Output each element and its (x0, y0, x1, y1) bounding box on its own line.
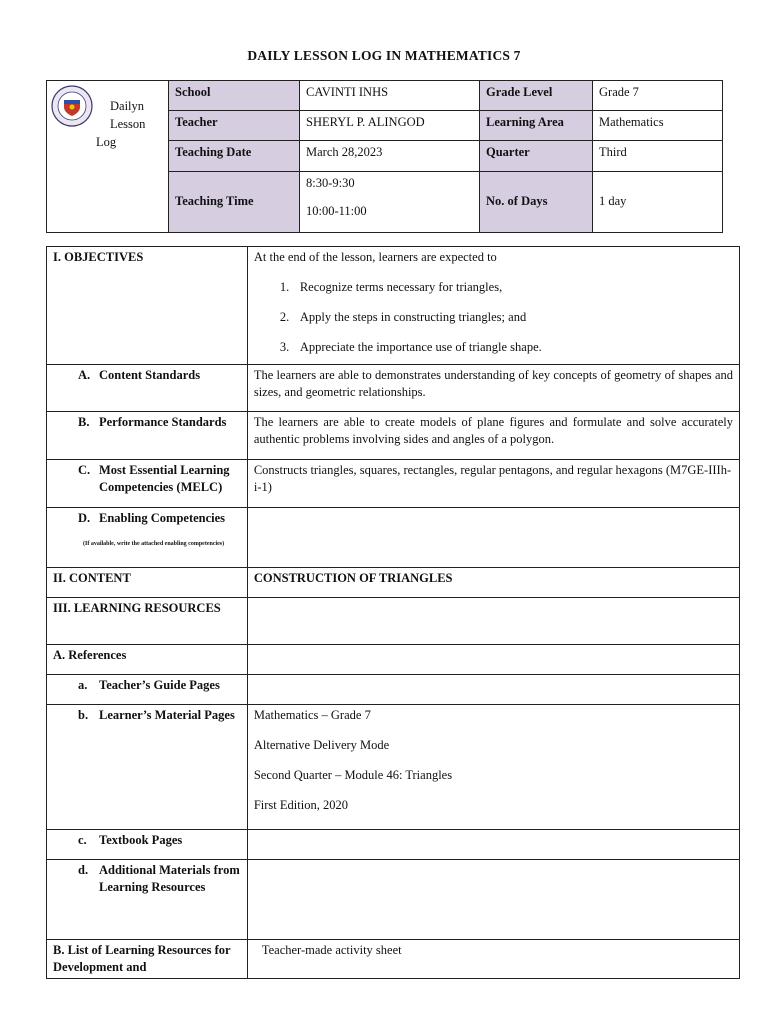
row-key: c. (78, 833, 87, 847)
references-label: A. References (47, 645, 248, 675)
objectives-cell (247, 247, 739, 365)
content-text: CONSTRUCTION OF TRIANGLES (247, 568, 739, 598)
enabling-note: (If available, write the attached enabling competencies) (83, 541, 225, 547)
page-title: DAILY LESSON LOG IN MATHEMATICS 7 (247, 48, 521, 63)
dll-word-2: Lesson (110, 117, 146, 131)
time-value-2: 10:00-11:00 (306, 203, 367, 218)
grade-label: Grade Level (480, 81, 593, 111)
additional-label: Additional Materials from Learning Resources (99, 863, 240, 894)
lm-line: Mathematics – Grade 7 (253, 708, 371, 722)
resources-row (47, 598, 740, 645)
enabling-label: Enabling Competencies (99, 511, 226, 525)
lesson-table (46, 246, 740, 979)
list-resources-text: Teacher-made activity sheet (247, 940, 739, 979)
deped-seal-icon (51, 85, 93, 127)
content-standards-label: Content Standards (99, 368, 201, 382)
objectives-label: I. OBJECTIVES (47, 247, 248, 365)
objective-item: 2. Apply the steps in constructing triangles; and (279, 310, 527, 324)
time-value-1: 8:30-9:30 (306, 175, 355, 190)
date-label: Teaching Date (169, 141, 300, 171)
lm-pages-label: Learner’s Material Pages (99, 708, 235, 722)
list-resources-row (47, 940, 740, 979)
dll-word-3: Log (96, 135, 117, 149)
dll-word-1: Dailyn (110, 99, 145, 113)
lm-pages-row (47, 705, 740, 830)
list-resources-label: B. List of Learning Resources for Development and (47, 940, 248, 979)
lm-line: Alternative Delivery Mode (253, 738, 390, 752)
enabling-text (247, 508, 739, 568)
days-value: 1 day (593, 171, 723, 232)
content-standards-text: The learners are able to demonstrates understanding of key concepts of geometry of shapes and sizes, and geometric relationships. (247, 365, 739, 412)
lm-pages-cell (247, 705, 739, 830)
melc-text: Constructs triangles, squares, rectangles, regular pentagons, and regular hexagons (M7GE-IIIh-i-1) (247, 460, 739, 508)
objective-item: 3. Appreciate the importance use of triangle shape. (279, 340, 542, 354)
enabling-row (47, 508, 740, 568)
textbook-label: Textbook Pages (99, 833, 183, 847)
tg-pages-text (247, 675, 739, 705)
row-key: B. (78, 415, 90, 429)
school-value: CAVINTI INHS (300, 81, 480, 111)
lm-line: First Edition, 2020 (253, 798, 348, 812)
melc-label: Most Essential Learning Competencies (MELC) (99, 463, 230, 494)
row-key: D. (78, 511, 91, 525)
time-value-cell (300, 171, 480, 232)
objectives-row (47, 247, 740, 365)
logo-cell (47, 81, 169, 233)
objective-item: 1. Recognize terms necessary for triangles, (279, 280, 503, 294)
quarter-label: Quarter (480, 141, 593, 171)
textbook-text (247, 830, 739, 860)
resources-label: III. LEARNING RESOURCES (47, 598, 248, 645)
tg-pages-label: Teacher’s Guide Pages (99, 678, 220, 692)
lm-line: Second Quarter – Module 46: Triangles (253, 768, 453, 782)
days-label: No. of Days (480, 171, 593, 232)
objectives-list (254, 279, 733, 356)
quarter-value: Third (593, 141, 723, 171)
content-standards-row (47, 365, 740, 412)
grade-value: Grade 7 (593, 81, 723, 111)
header-table (46, 80, 723, 233)
content-row (47, 568, 740, 598)
row-key: A. (78, 368, 91, 382)
tg-pages-row (47, 675, 740, 705)
row-key: C. (78, 463, 91, 477)
area-label: Learning Area (480, 111, 593, 141)
textbook-row (47, 830, 740, 860)
additional-text (247, 860, 739, 940)
objectives-intro: At the end of the lesson, learners are expected to (253, 250, 497, 264)
content-label: II. CONTENT (47, 568, 248, 598)
area-value: Mathematics (593, 111, 723, 141)
row-key: b. (78, 708, 89, 722)
performance-standards-text: The learners are able to create models of plane figures and formulate and solve accurately authentic problems involving sides and angles of a polygon. (247, 412, 739, 460)
references-row (47, 645, 740, 675)
date-value: March 28,2023 (300, 141, 480, 171)
school-label: School (169, 81, 300, 111)
performance-standards-label: Performance Standards (99, 415, 227, 429)
additional-row (47, 860, 740, 940)
time-label: Teaching Time (169, 171, 300, 232)
melc-row (47, 460, 740, 508)
performance-standards-row (47, 412, 740, 460)
row-key: a. (78, 678, 88, 692)
teacher-value: SHERYL P. ALINGOD (300, 111, 480, 141)
teacher-label: Teacher (169, 111, 300, 141)
row-key: d. (78, 863, 89, 877)
